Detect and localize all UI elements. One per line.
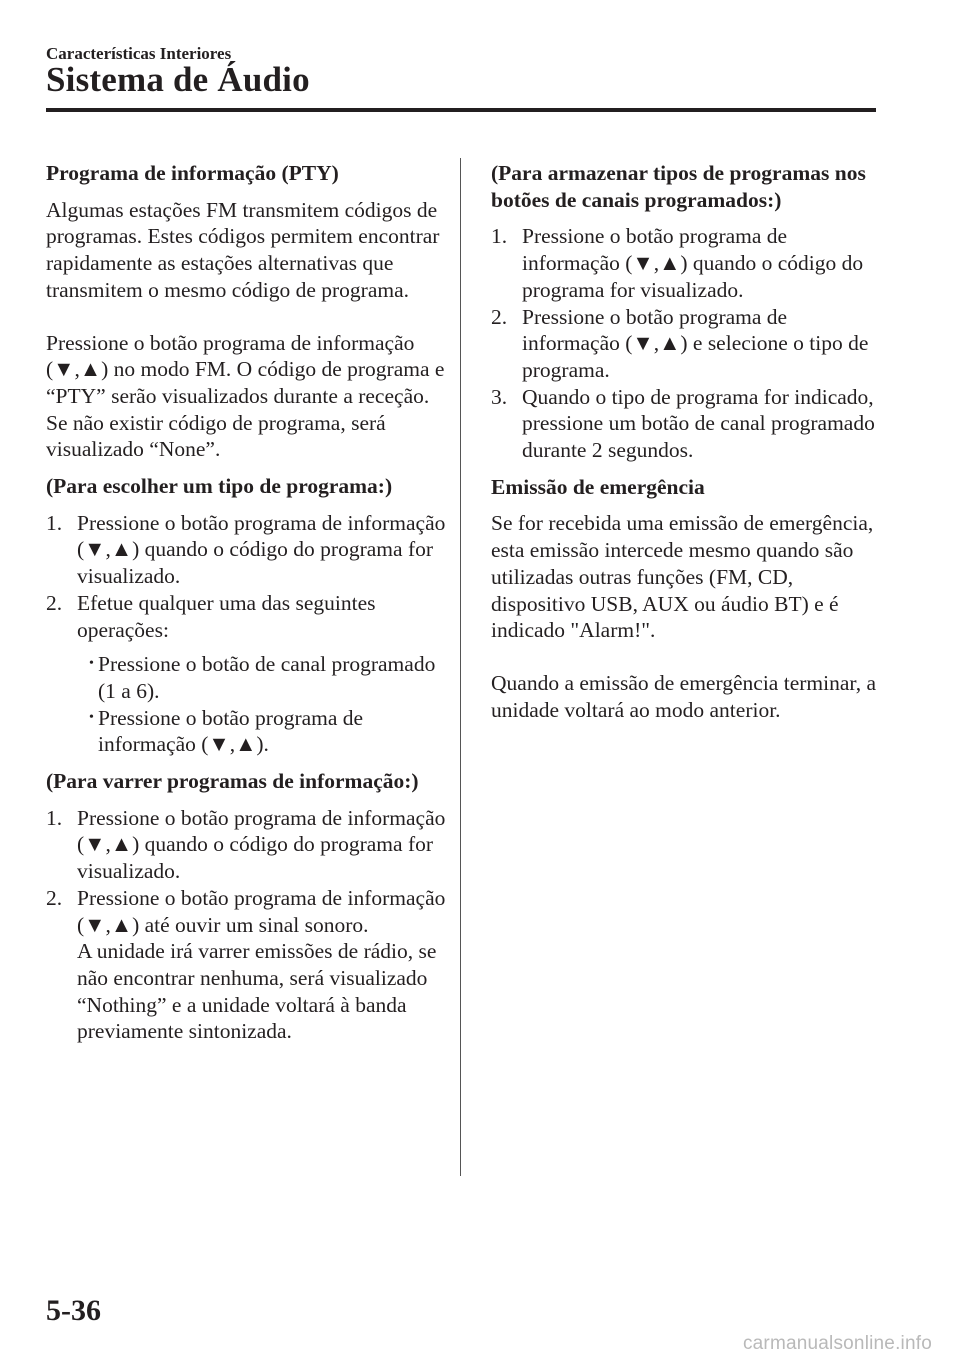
emergency-heading: Emissão de emergência [491, 474, 705, 499]
bullet-text: Pressione o botão de canal programado (1 a 6). [98, 652, 436, 703]
pty-heading: Programa de informação (PTY) [46, 161, 339, 185]
step-number: 1. [491, 224, 508, 249]
watermark: carmanualsonline.info [742, 1333, 932, 1354]
step-body [77, 590, 446, 758]
list-item [491, 384, 886, 464]
bullet-mark: • [89, 656, 94, 672]
step-text: Quando o tipo de programa for indicado, pressione um botão de canal programado durante 2 segundos. [522, 384, 875, 463]
step-text: Pressione o botão programa de informação (▼,▲) e selecione o tipo de programa. [522, 304, 869, 382]
emergency-paragraph-1: Se for recebida uma emissão de emergência, esta emissão intercede mesmo quando são utilizadas outras funções (FM, CD, dispositivo USB, AUX ou áudio BT) e é indicado "Alarm!". [491, 511, 874, 643]
header-rule [46, 108, 876, 112]
choose-bullets [77, 651, 446, 758]
list-item [46, 510, 446, 590]
page-number: 5-36 [46, 1294, 101, 1327]
list-item [491, 223, 886, 303]
step-number: 2. [46, 885, 63, 910]
choose-heading: (Para escolher um tipo de programa:) [46, 474, 393, 499]
column-divider [460, 158, 461, 1176]
scan-heading: (Para varrer programas de informação:) [46, 769, 419, 794]
list-item [46, 805, 446, 885]
pty-paragraph-2: Pressione o botão programa de informação (▼,▲) no modo FM. O código de programa e “PTY” serão visualizados durante a receção. Se não existir código de programa, será visualizado “None”. [46, 330, 445, 462]
right-column [491, 160, 886, 733]
step-text: Pressione o botão programa de informação (▼,▲) quando o código do programa for visualizado. [522, 224, 864, 302]
store-heading: (Para armazenar tipos de programas nos botões de canais programados:) [491, 161, 866, 212]
step-number: 2. [46, 590, 63, 615]
section-label: Características Interiores [46, 44, 232, 63]
scan-steps [46, 805, 446, 1045]
list-item [46, 885, 446, 1045]
page-title: Sistema de Áudio [46, 60, 310, 99]
list-item [89, 705, 446, 758]
list-item [491, 304, 886, 384]
left-column [46, 160, 446, 1055]
step-number: 1. [46, 510, 63, 535]
list-item [89, 651, 446, 704]
list-item [46, 590, 446, 758]
emergency-paragraph-2: Quando a emissão de emergência terminar, a unidade voltará ao modo anterior. [491, 670, 876, 722]
step-note: A unidade irá varrer emissões de rádio, se não encontrar nenhuma, será visualizado “Nothing” e a unidade voltará à banda previamente sintonizada. [77, 939, 437, 1044]
bullet-text: Pressione o botão programa de informação (▼,▲). [98, 705, 364, 757]
step-text: Pressione o botão programa de informação (▼,▲) até ouvir um sinal sonoro. [77, 885, 446, 937]
step-number: 2. [491, 304, 508, 329]
choose-steps [46, 510, 446, 758]
store-steps [491, 223, 886, 463]
step-text: Efetue qualquer uma das seguintes operações: [77, 590, 376, 642]
step-text: Pressione o botão programa de informação (▼,▲) quando o código do programa for visualizado. [77, 510, 446, 589]
step-text: Pressione o botão programa de informação (▼,▲) quando o código do programa for visualizado. [77, 805, 446, 884]
step-number: 3. [491, 384, 508, 409]
step-body [77, 885, 446, 1045]
pty-paragraph-1: Algumas estações FM transmitem códigos de programas. Estes códigos permitem encontrar rapidamente as estações alternativas que transmitem o mesmo código de programa. [46, 197, 440, 302]
step-number: 1. [46, 805, 63, 830]
bullet-mark: • [89, 709, 94, 725]
